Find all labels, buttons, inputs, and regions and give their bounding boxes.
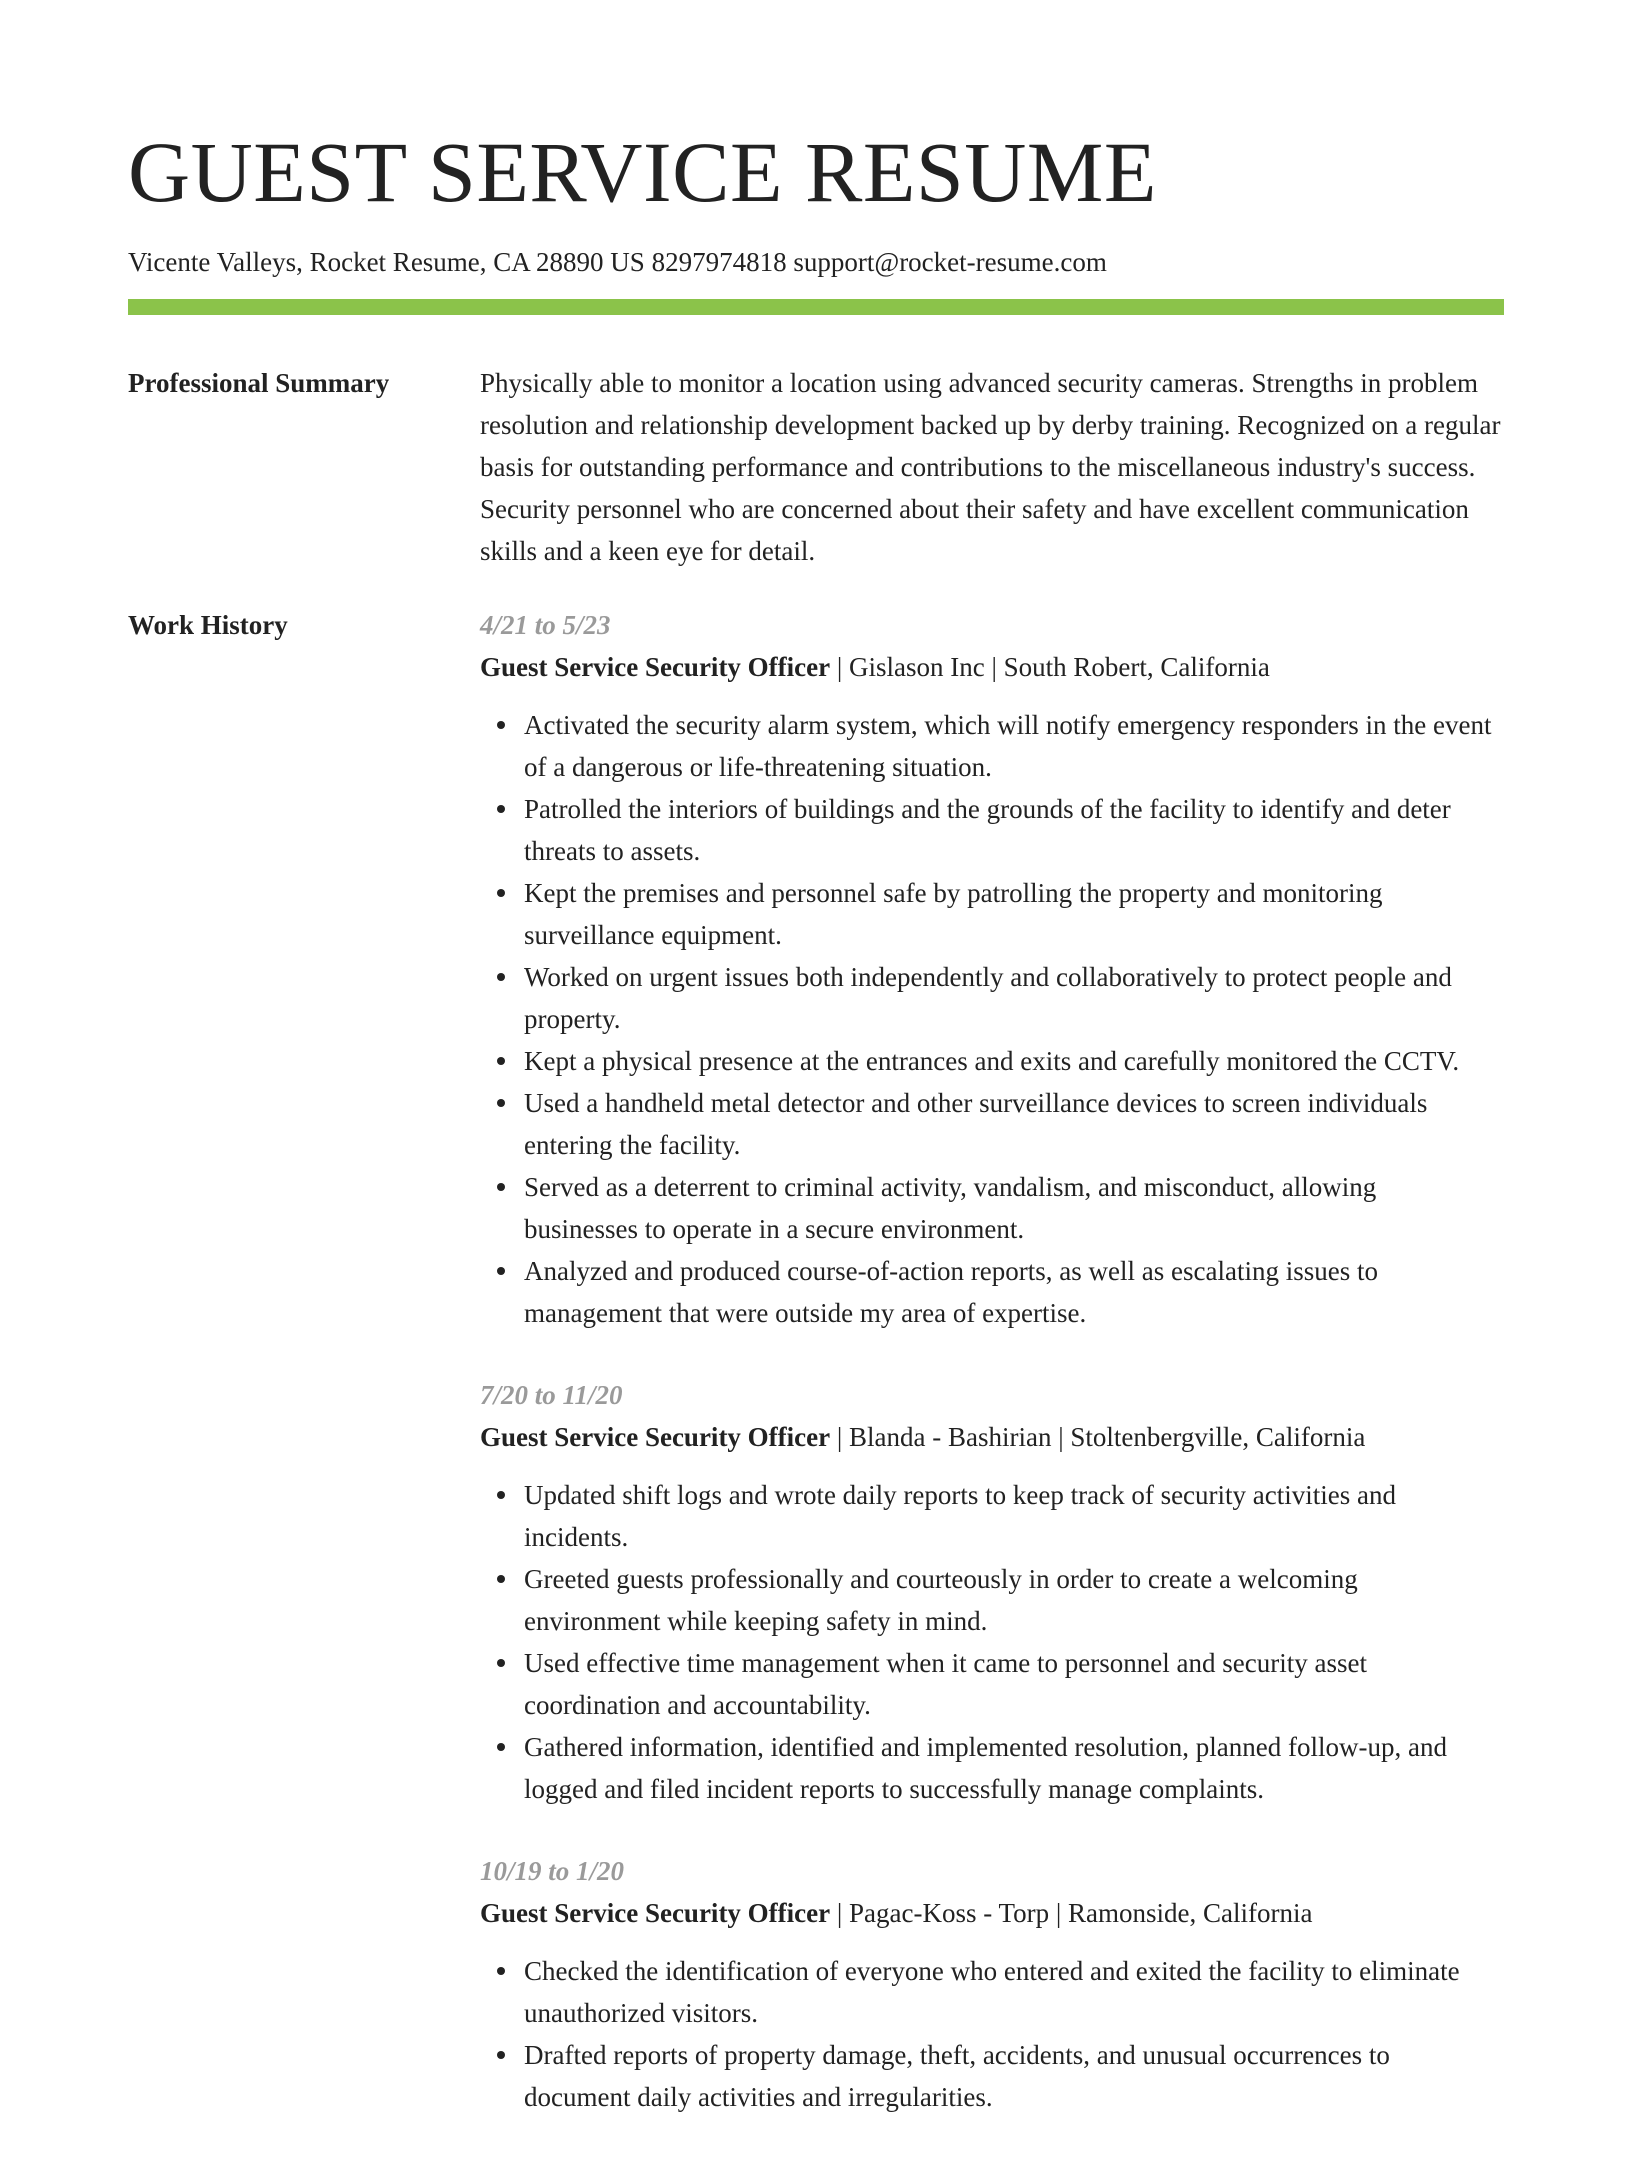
job-list: [480, 604, 1504, 2158]
job-bullet-item: Checked the identification of everyone who entered and exited the facility to eliminate unauthorized visitors.: [524, 1950, 1504, 2034]
job-bullet-list: [480, 1474, 1504, 1810]
job-bullet-item: Worked on urgent issues both independently and collaboratively to protect people and property.: [524, 956, 1504, 1040]
job-bullet-item: Served as a deterrent to criminal activity, vandalism, and misconduct, allowing businesses to operate in a secure environment.: [524, 1166, 1504, 1250]
job-dates: 4/21 to 5/23: [480, 610, 611, 640]
job-title: Guest Service Security Officer: [480, 1422, 831, 1452]
job-heading: [480, 646, 1504, 688]
resume-page: [128, 0, 1504, 2158]
job-dates: 7/20 to 11/20: [480, 1380, 623, 1410]
job-bullet-item: Analyzed and produced course-of-action reports, as well as escalating issues to management that were outside my area of expertise.: [524, 1250, 1504, 1334]
job-title: Guest Service Security Officer: [480, 1898, 831, 1928]
job-bullet-item: Kept a physical presence at the entrances and exits and carefully monitored the CCTV.: [524, 1040, 1504, 1082]
resume-title: GUEST SERVICE RESUME: [128, 124, 1157, 220]
job-bullet-item: Used effective time management when it came to personnel and security asset coordination and accountability.: [524, 1642, 1504, 1726]
summary-text: Physically able to monitor a location using advanced security cameras. Strengths in problem resolution and relationship development backed up by derby training. Recognized on a regular basis for outstanding performance and contributions to the miscellaneous industry's success. Security personnel who are concerned about their safety and have excellent communication skills and a keen eye for detail.: [480, 368, 1501, 566]
job-heading: [480, 1416, 1504, 1458]
professional-summary-section: [128, 362, 1504, 572]
job-dates: 10/19 to 1/20: [480, 1856, 625, 1886]
job-heading: [480, 1892, 1504, 1934]
job-bullet-item: Drafted reports of property damage, theft, accidents, and unusual occurrences to document daily activities and irregularities.: [524, 2034, 1504, 2118]
job-company-location: | Gislason Inc | South Robert, California: [830, 652, 1270, 682]
job-bullet-list: [480, 704, 1504, 1334]
section-label-work-history: Work History: [128, 610, 288, 640]
job-title: Guest Service Security Officer: [480, 652, 831, 682]
job-company-location: | Pagac-Koss - Torp | Ramonside, California: [830, 1898, 1313, 1928]
section-label-summary: Professional Summary: [128, 368, 390, 398]
header-divider: [128, 299, 1504, 315]
job-entry: [480, 604, 1504, 1334]
job-entry: [480, 1850, 1504, 2118]
job-bullet-item: Gathered information, identified and implemented resolution, planned follow-up, and logged and filed incident reports to successfully manage complaints.: [524, 1726, 1504, 1810]
job-bullet-item: Activated the security alarm system, which will notify emergency responders in the event of a dangerous or life-threatening situation.: [524, 704, 1504, 788]
job-bullet-item: Used a handheld metal detector and other surveillance devices to screen individuals entering the facility.: [524, 1082, 1504, 1166]
job-entry: [480, 1374, 1504, 1810]
job-bullet-item: Greeted guests professionally and courteously in order to create a welcoming environment while keeping safety in mind.: [524, 1558, 1504, 1642]
job-bullet-item: Updated shift logs and wrote daily reports to keep track of security activities and incidents.: [524, 1474, 1504, 1558]
work-history-section: [128, 604, 1504, 2158]
job-bullet-list: [480, 1950, 1504, 2118]
job-bullet-item: Kept the premises and personnel safe by patrolling the property and monitoring surveillance equipment.: [524, 872, 1504, 956]
job-company-location: | Blanda - Bashirian | Stoltenbergville, California: [830, 1422, 1366, 1452]
job-bullet-item: Patrolled the interiors of buildings and the grounds of the facility to identify and deter threats to assets.: [524, 788, 1504, 872]
contact-line: Vicente Valleys, Rocket Resume, CA 28890 US 8297974818 support@rocket-resume.com: [128, 247, 1107, 277]
